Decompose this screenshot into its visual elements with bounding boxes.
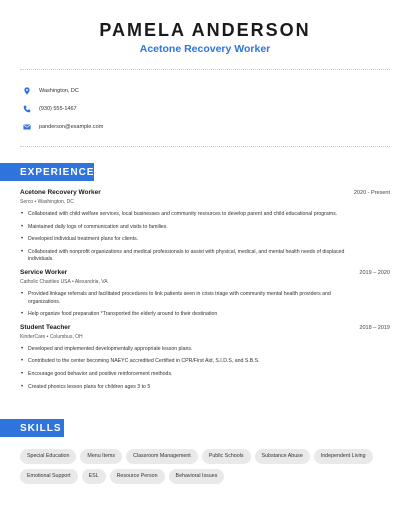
- job-bullet: • Created phonics lesson plans for children ages 3 to 5: [28, 384, 358, 392]
- job-bullet: • Collaborated with child welfare services, local businesses and community resources to develop parent and child educational programs.: [28, 211, 358, 219]
- job-title: Acetone Recovery Worker: [20, 189, 101, 196]
- candidate-name: PAMELA ANDERSON: [99, 20, 311, 40]
- skill-tag: Classroom Management: [126, 449, 198, 464]
- skill-tag: Substance Abuse: [255, 449, 310, 464]
- job-entry: [20, 189, 390, 264]
- location-pin-icon: [22, 87, 31, 96]
- skills-list: [0, 437, 410, 484]
- job-bullets: [20, 211, 390, 264]
- phone-icon: [22, 105, 31, 114]
- skill-tag: Resource Person: [110, 469, 165, 484]
- skill-tag: Menu Items: [80, 449, 122, 464]
- skill-tag: Independent Living: [314, 449, 373, 464]
- contact-location: [22, 82, 410, 100]
- contact-email: [22, 118, 410, 136]
- job-entry: [20, 269, 390, 319]
- contact-phone-text: (930) 555-1467: [39, 106, 77, 112]
- job-bullet: • Contributed to the center becoming NAEYC accredited Certified in CPR/First Aid, S.I.D.S, and S.B.S.: [28, 358, 358, 366]
- skills-heading: SKILLS: [0, 419, 64, 437]
- job-dates: 2018 – 2019: [359, 324, 390, 331]
- experience-heading: EXPERIENCE: [0, 163, 94, 181]
- candidate-role: Acetone Recovery Worker: [139, 43, 271, 55]
- job-title: Service Worker: [20, 268, 68, 276]
- job-bullet: • Help organize food preparation *Transported the elderly around to their destination: [28, 311, 358, 319]
- job-organization: Serco • Washington, DC: [20, 199, 74, 205]
- skill-tag: Behavioral Issues: [169, 469, 225, 484]
- skill-tag: ESL: [82, 469, 106, 484]
- contact-block: [0, 70, 410, 146]
- skill-tag: Public Schools: [202, 449, 251, 464]
- job-title: Student Teacher: [20, 323, 71, 331]
- job-bullet: • Provided linkage referrals and facilitated procedures to link patients seen in crisis triage with community mental health providers and organizations.: [28, 291, 358, 306]
- divider: [20, 146, 390, 147]
- resume-header: [0, 0, 410, 56]
- email-icon: [22, 123, 31, 132]
- contact-location-text: Washington, DC: [39, 88, 79, 94]
- contact-email-text: panderson@example.com: [39, 124, 104, 130]
- job-organization: KinderCare • Columbus, OH: [20, 333, 83, 340]
- experience-list: [0, 181, 410, 391]
- job-bullet: • Developed and implemented developmentally appropriate lesson plans.: [28, 346, 358, 354]
- job-bullet: • Maintained daily logs of communication and visits to families.: [28, 224, 358, 232]
- job-organization: Catholic Charities USA • Alexandria, VA: [20, 278, 108, 285]
- contact-phone: [22, 100, 410, 118]
- job-bullet: • Collaborated with nonprofit organizations and medical professionals to assist with physical, medical, and mental health needs of displaced individuals.: [28, 249, 358, 264]
- job-bullet: • Encourage good behavior and positive reinforcement methods.: [28, 371, 358, 379]
- job-bullet: • Developed individual treatment plans for clients.: [28, 236, 358, 244]
- job-dates: 2019 – 2020: [359, 269, 390, 276]
- job-dates: 2020 - Present: [353, 190, 390, 196]
- skill-tag: Emotional Support: [20, 469, 78, 484]
- job-entry: [20, 324, 390, 391]
- job-bullets: [20, 346, 390, 391]
- job-bullets: [20, 291, 390, 319]
- skill-tag: Special Education: [20, 449, 76, 464]
